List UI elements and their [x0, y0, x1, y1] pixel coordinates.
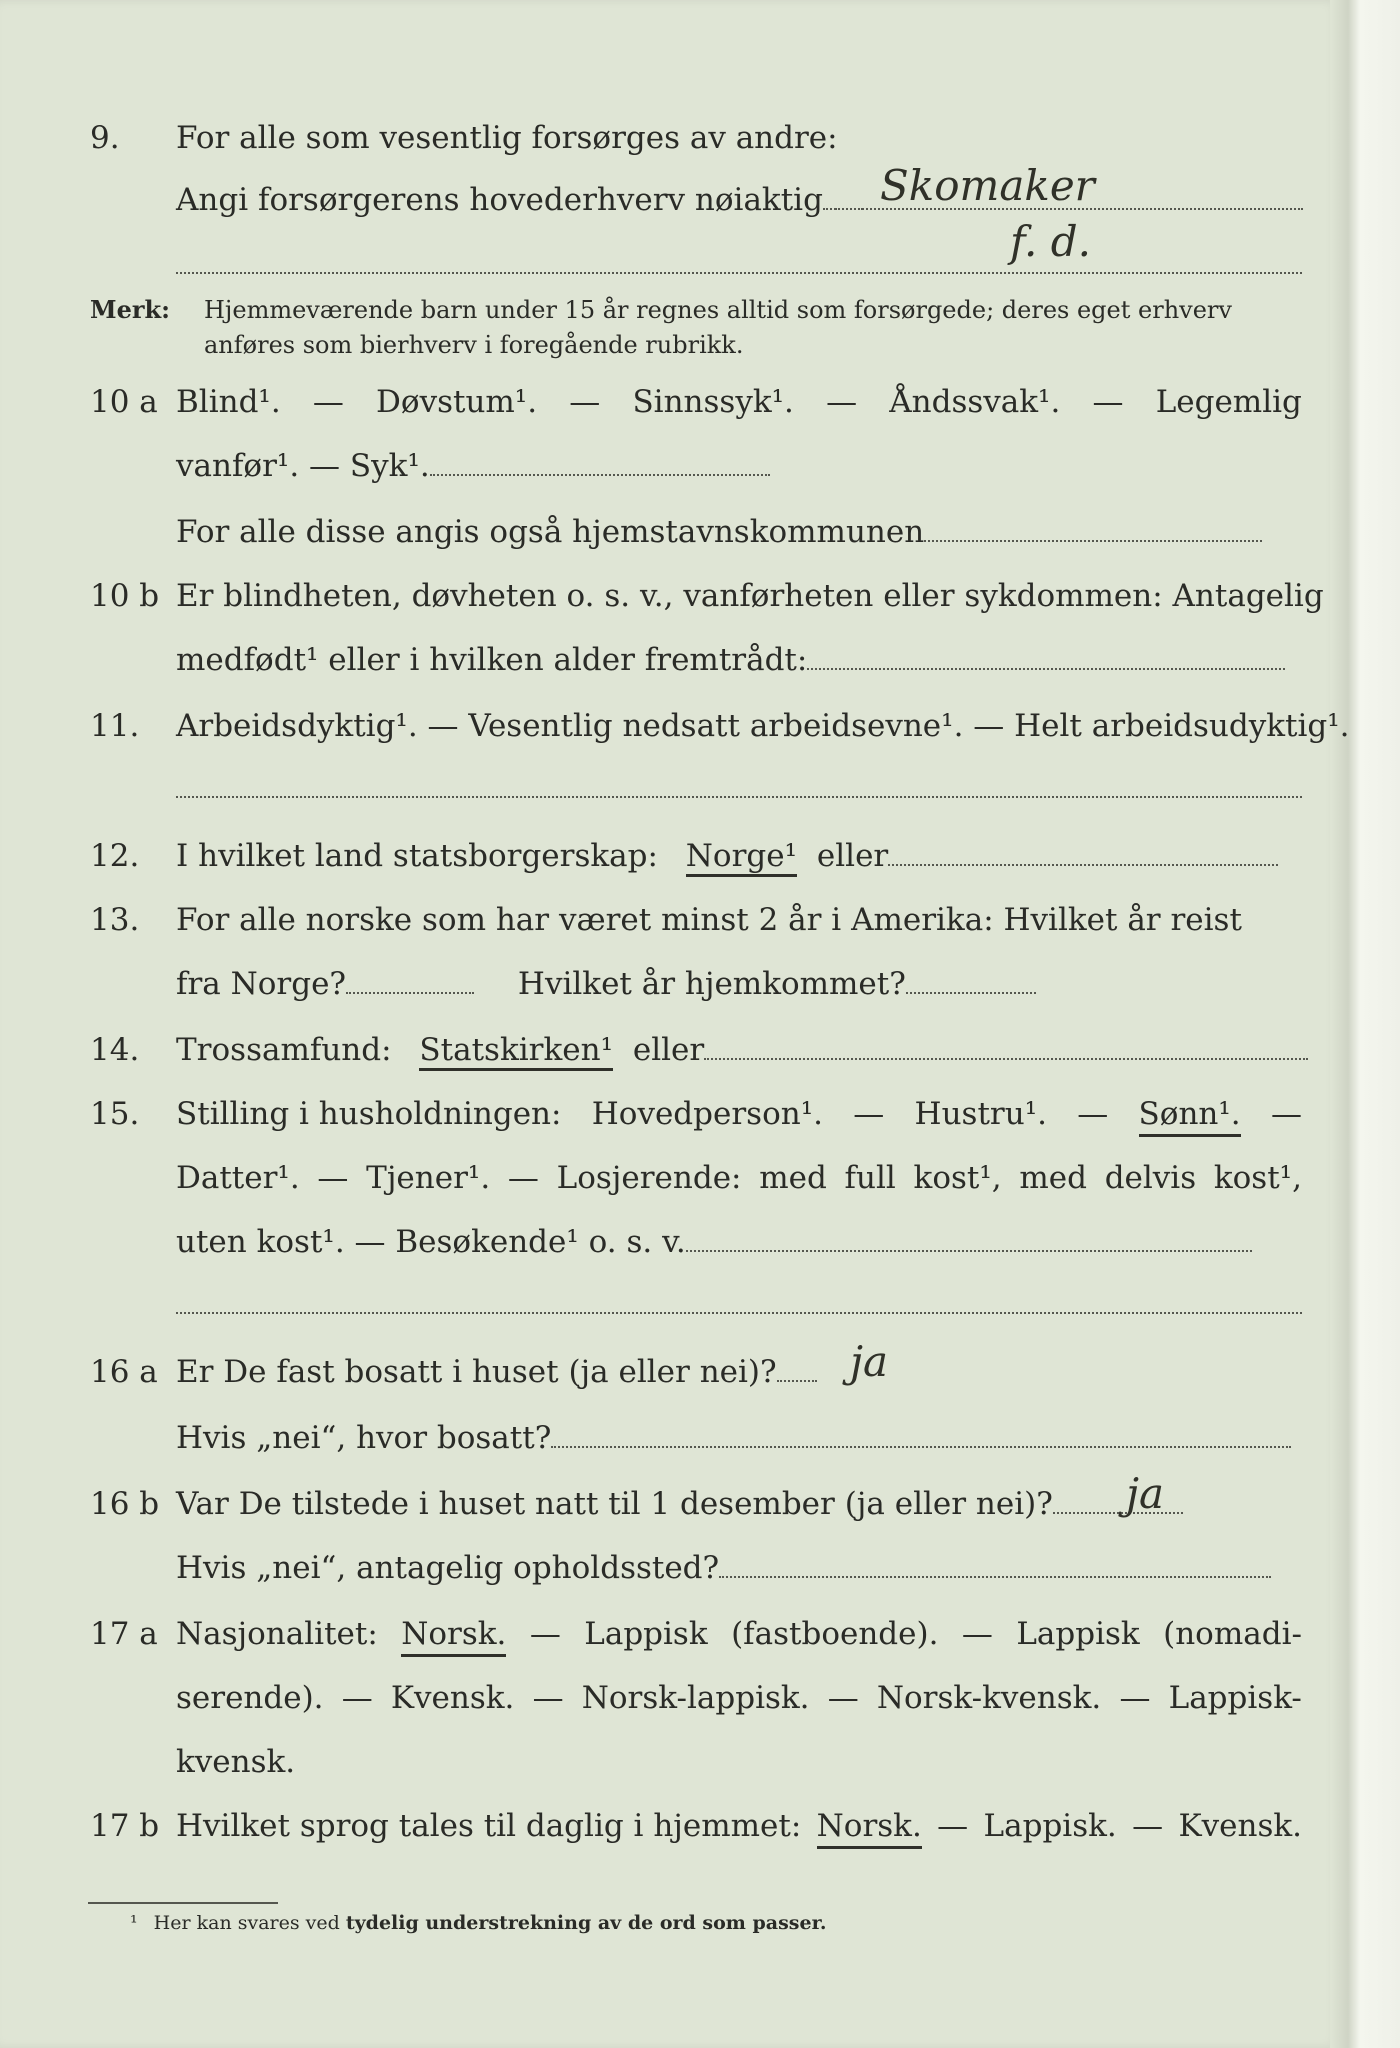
q15-options-1	[176, 1094, 1302, 1137]
word: kost¹,	[913, 1160, 1002, 1196]
dash: —	[341, 1680, 373, 1716]
option-datter: Datter¹.	[176, 1160, 300, 1196]
q17a-text-3: kvensk.	[176, 1744, 296, 1780]
q13-text-1: For alle norske som har været minst 2 år i Amerika: Hvilket år reist	[176, 902, 1242, 938]
q9-handwritten-answer-2: f. d.	[1010, 217, 1091, 266]
word: med	[1019, 1160, 1087, 1196]
dash: —	[532, 1680, 564, 1716]
q15-options-2	[176, 1158, 1302, 1198]
q12-suffix: eller	[816, 838, 889, 874]
q13-label-hjemkommet: Hvilket år hjemkommet?	[517, 966, 906, 1002]
q10a-label-2: vanfør¹. — Syk¹.	[176, 448, 430, 484]
q9-number: 9.	[90, 120, 120, 156]
q13-label-reist: fra Norge?	[176, 966, 347, 1002]
dash: —	[961, 1616, 993, 1652]
dash: —	[1270, 1096, 1302, 1132]
option-hustru: Hustru¹.	[914, 1096, 1047, 1132]
q15-number: 15.	[90, 1096, 140, 1132]
dash: —	[853, 1096, 885, 1132]
option-norsk-lappisk: Norsk-lappisk.	[581, 1680, 810, 1716]
dash: —	[1132, 1808, 1164, 1844]
dash: —	[937, 1808, 969, 1844]
q16b-handwritten-answer: ja	[1126, 1469, 1165, 1518]
option-sinnssyk: Sinnssyk¹.	[632, 384, 794, 420]
q12-dots	[888, 840, 1278, 866]
page-edge	[1330, 0, 1400, 2048]
q9-label: Angi forsørgerens hovederhverv nøiaktig	[176, 182, 823, 218]
q17b-label: Hvilket sprog tales til daglig i hjemmet:	[176, 1808, 802, 1844]
dash: —	[1077, 1096, 1109, 1132]
q13-text-2	[176, 964, 1036, 1004]
q16a-dots-2	[551, 1422, 1291, 1448]
option-lappisk-kvensk: Lappisk-	[1168, 1680, 1302, 1716]
merk-text-2: anføres som bierhverv i foregående rubrikk.	[204, 331, 744, 359]
q9-answer-line	[835, 208, 1303, 210]
q9-text-2	[176, 180, 863, 220]
q17a-label: Nasjonalitet:	[176, 1616, 378, 1652]
footnote	[130, 1912, 826, 1934]
option-norsk: Norsk.	[401, 1614, 506, 1657]
option-hovedperson: Hovedperson¹.	[591, 1096, 823, 1132]
word: med	[759, 1160, 827, 1196]
dash: —	[1092, 384, 1124, 420]
q9-handwritten-answer: Skomaker	[880, 161, 1095, 210]
q10a-text-2	[176, 446, 770, 486]
dash: —	[826, 384, 858, 420]
q10a-dots-2	[430, 450, 770, 476]
q11-dotted-line	[176, 796, 1302, 798]
q15-label-3: uten kost¹. — Besøkende¹ o. s. v.	[176, 1224, 686, 1260]
q16b-label: Var De tilstede i huset natt til 1 desember (ja eller nei)?	[176, 1486, 1053, 1522]
footnote-mark: ¹	[130, 1912, 138, 1934]
q11-text-1: Arbeidsdyktig¹. — Vesentlig nedsatt arbeidsevne¹. — Helt arbeidsudyktig¹.	[176, 708, 1350, 744]
word: (fastboende).	[731, 1616, 939, 1652]
q16b-number: 16 b	[90, 1486, 160, 1522]
q16b-dots-2	[719, 1552, 1271, 1578]
merk-label: Merk:	[90, 295, 170, 324]
merk-note	[90, 293, 1232, 327]
q12-number: 12.	[90, 838, 140, 874]
q14-label: Trossamfund:	[176, 1032, 392, 1068]
q16b-label-2: Hvis „nei“, antagelig opholdssted?	[176, 1550, 720, 1586]
word: (nomadi-	[1163, 1616, 1302, 1652]
q16a-dots	[777, 1356, 817, 1382]
option-norsk-kvensk: Norsk-kvensk.	[876, 1680, 1102, 1716]
q16a-label-2: Hvis „nei“, hvor bosatt?	[176, 1420, 552, 1456]
q16a-number: 16 a	[90, 1354, 158, 1390]
q13-number: 13.	[90, 902, 140, 938]
q10b-text-2	[176, 640, 1285, 680]
option-blind: Blind¹.	[176, 384, 281, 420]
word: kost¹,	[1213, 1160, 1302, 1196]
q16a-handwritten-answer: ja	[850, 1337, 889, 1386]
option-lappisk-nomadi: Lappisk	[1016, 1616, 1140, 1652]
q17a-options-2	[176, 1678, 1302, 1718]
word: serende).	[176, 1680, 324, 1716]
q16a-text-1	[176, 1352, 817, 1392]
q11-number: 11.	[90, 708, 140, 744]
q17b-number: 17 b	[90, 1808, 160, 1844]
q16b-text-2	[176, 1548, 1271, 1588]
q12-choice-norge: Norge¹	[686, 838, 797, 877]
q13-dots-2	[906, 968, 1036, 994]
q10a-dots-3	[924, 516, 1262, 542]
q17b-options	[176, 1806, 1302, 1849]
dash: —	[529, 1616, 561, 1652]
q14-dots	[704, 1034, 1308, 1060]
option-norsk: Norsk.	[817, 1806, 922, 1849]
q14-suffix: eller	[632, 1032, 705, 1068]
option-dovstum: Døvstum¹.	[376, 384, 538, 420]
option-legemlig: Legemlig	[1155, 384, 1302, 420]
q10a-label-3: For alle disse angis også hjemstavnskommunen	[176, 514, 925, 550]
dash: —	[827, 1680, 859, 1716]
option-sonn: Sønn¹.	[1139, 1094, 1241, 1137]
option-losjerende: Losjerende:	[556, 1160, 742, 1196]
q15-label: Stilling i husholdningen:	[176, 1096, 562, 1132]
dash: —	[312, 384, 344, 420]
q17a-options-1	[176, 1614, 1302, 1657]
dash: —	[507, 1160, 539, 1196]
q16b-text-1	[176, 1484, 1183, 1524]
option-kvensk: Kvensk.	[390, 1680, 515, 1716]
q15-text-3	[176, 1222, 1252, 1262]
q16a-label: Er De fast bosatt i huset (ja eller nei)?	[176, 1354, 777, 1390]
q14-choice-statskirken: Statskirken¹	[419, 1032, 613, 1071]
q10a-options-1	[176, 382, 1302, 422]
q10b-label-2: medfødt¹ eller i hvilken alder fremtrådt:	[176, 642, 808, 678]
q15-dots	[686, 1226, 1252, 1252]
dash: —	[317, 1160, 349, 1196]
q14-text	[176, 1030, 1308, 1070]
q14-number: 14.	[90, 1032, 140, 1068]
merk-text-1: Hjemmeværende barn under 15 år regnes alltid som forsørgede; deres eget erhverv	[204, 296, 1232, 324]
q15-dotted-line	[176, 1312, 1302, 1314]
q13-dots-1	[346, 968, 474, 994]
option-lappisk: Lappisk.	[983, 1808, 1117, 1844]
option-lappisk: Lappisk	[584, 1616, 708, 1652]
footnote-rule	[88, 1902, 278, 1904]
q17a-number: 17 a	[90, 1616, 158, 1652]
q9-text-1: For alle som vesentlig forsørges av andre:	[176, 120, 838, 156]
q10a-text-3	[176, 512, 1262, 552]
dash: —	[569, 384, 601, 420]
q10b-text-1: Er blindheten, døvheten o. s. v., vanførheten eller sykdommen: Antagelig	[176, 578, 1324, 614]
option-andssvak: Åndssvak¹.	[889, 384, 1061, 420]
word: delvis	[1104, 1160, 1197, 1196]
dash: —	[1119, 1680, 1151, 1716]
q10b-dots	[807, 644, 1285, 670]
q12-label: I hvilket land statsborgerskap:	[176, 838, 658, 874]
footnote-bold-text: tydelig understrekning av de ord som passer.	[345, 1912, 827, 1934]
q10a-number: 10 a	[90, 384, 158, 420]
option-kvensk: Kvensk.	[1178, 1808, 1302, 1844]
footnote-text: Her kan svares ved	[153, 1912, 340, 1934]
word: full	[844, 1160, 896, 1196]
q10b-number: 10 b	[90, 578, 160, 614]
q9-dotted-line	[176, 272, 1302, 274]
q16a-text-2	[176, 1418, 1291, 1458]
q9-dots	[823, 184, 863, 210]
q12-text	[176, 836, 1278, 876]
option-tjener: Tjener¹.	[366, 1160, 491, 1196]
